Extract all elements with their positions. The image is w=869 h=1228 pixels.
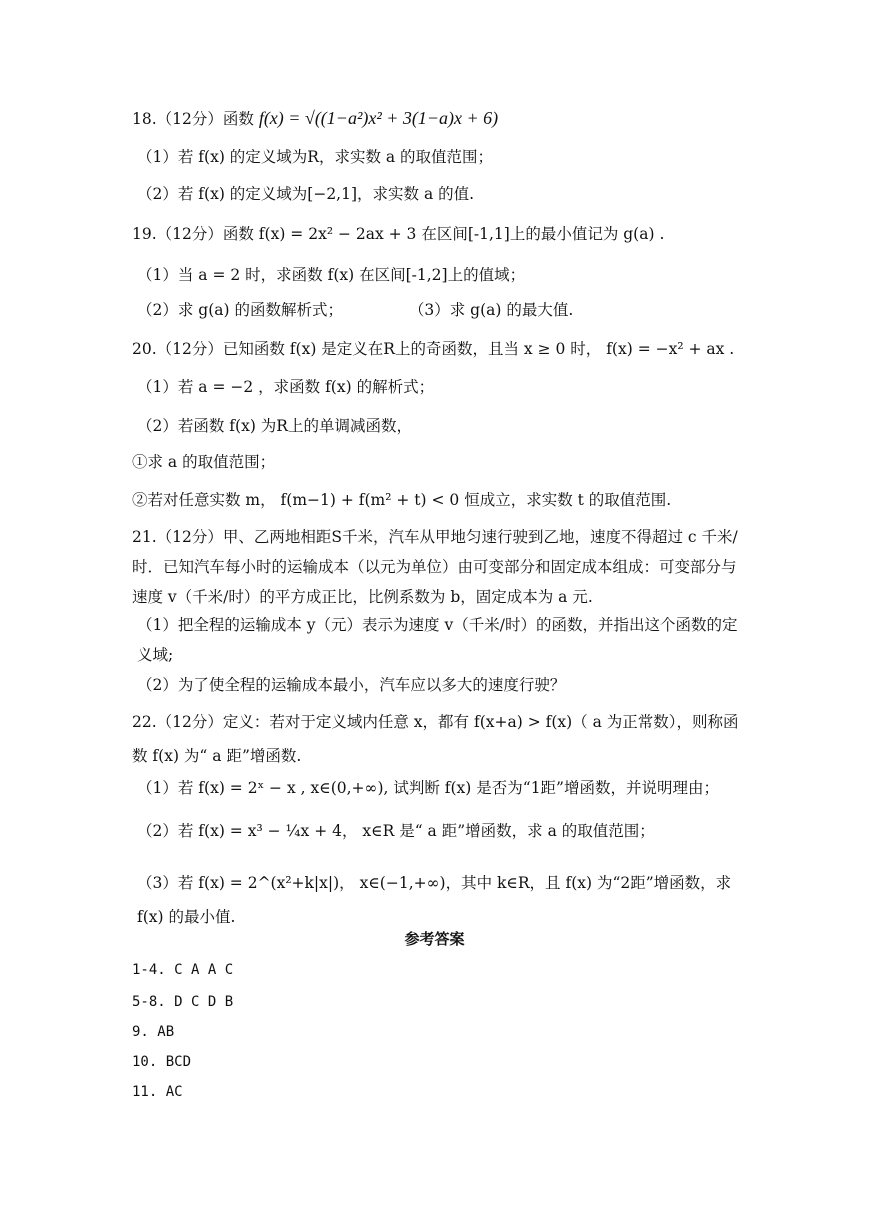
q22-part1: （1）若 f(x) = 2ˣ − x , x∈(0,+∞), 试判断 f(x) 是否为“1距”增函数，并说明理由； <box>137 779 719 797</box>
q22-head: 22.（12分）定义：若对于定义域内任意 x，都有 f(x+a) > f(x)（ a 为正常数），则称函数 f(x) 为“ a 距”增函数. <box>132 713 739 765</box>
q20-head: 20.（12分）已知函数 f(x) 是定义在R上的奇函数，且当 x ≥ 0 时， f(x) = −x² + ax . <box>132 340 735 358</box>
q20-sub1: ①求 a 的取值范围； <box>132 453 276 471</box>
q21-part1: （1）把全程的运输成本 y（元）表示为速度 v（千米/时）的函数，并指出这个函数的定义域; <box>137 616 738 664</box>
q18-part2: （2）若 f(x) 的定义域为[−2,1]，求实数 a 的值. <box>137 185 475 203</box>
answer-line: 11. AC <box>132 1084 183 1100</box>
answer-line: 5-8. D C D B <box>132 994 234 1010</box>
q18-head: 18.（12分）函数 f(x) = √((1−a²)x² + 3(1−a)x + 6) <box>132 108 499 128</box>
answer-line: 9. AB <box>132 1024 175 1040</box>
q18-part1: （1）若 f(x) 的定义域为R，求实数 a 的取值范围； <box>137 148 494 166</box>
q21-body: 21.（12分）甲、乙两地相距S千米，汽车从甲地匀速行驶到乙地，速度不得超过 c 千米/时．已知汽车每小时的运输成本（以元为单位）由可变部分和固定成本组成：可变部分与速度 v（千米/时）的平方成正比，比例系数为 b，固定成本为 a 元. <box>132 528 738 606</box>
q22-part2: （2）若 f(x) = x³ − ¼x + 4， x∈R 是“ a 距”增函数，求 a 的取值范围； <box>137 822 655 840</box>
q19-head: 19.（12分）函数 f(x) = 2x² − 2ax + 3 在区间[-1,1]上的最小值记为 g(a) . <box>132 225 665 243</box>
q20-part2: （2）若函数 f(x) 为R上的单调减函数， <box>137 417 412 435</box>
q19-part2-3: （2）求 g(a) 的函数解析式； （3）求 g(a) 的最大值. <box>137 301 574 319</box>
answer-line: 10. BCD <box>132 1054 192 1070</box>
q19-part1: （1）当 a = 2 时，求函数 f(x) 在区间[-1,2]上的值域； <box>137 266 526 284</box>
q20-sub2: ②若对任意实数 m， f(m−1) + f(m² + t) < 0 恒成立，求实数 t 的取值范围. <box>132 491 672 509</box>
q20-part1: （1）若 a = −2 ，求函数 f(x) 的解析式； <box>137 378 435 396</box>
q22-part3: （3）若 f(x) = 2^(x²+k|x|)， x∈(−1,+∞)，其中 k∈R，且 f(x) 为“2距”增函数，求 f(x) 的最小值. <box>137 874 732 926</box>
q18-formula: f(x) = √((1−a²)x² + 3(1−a)x + 6) <box>258 108 499 128</box>
answer-line: 1-4. C A A C <box>132 962 234 978</box>
answers-title: 参考答案 <box>404 930 465 948</box>
q21-part2: （2）为了使全程的运输成本最小，汽车应以多大的速度行驶？ <box>137 676 566 694</box>
